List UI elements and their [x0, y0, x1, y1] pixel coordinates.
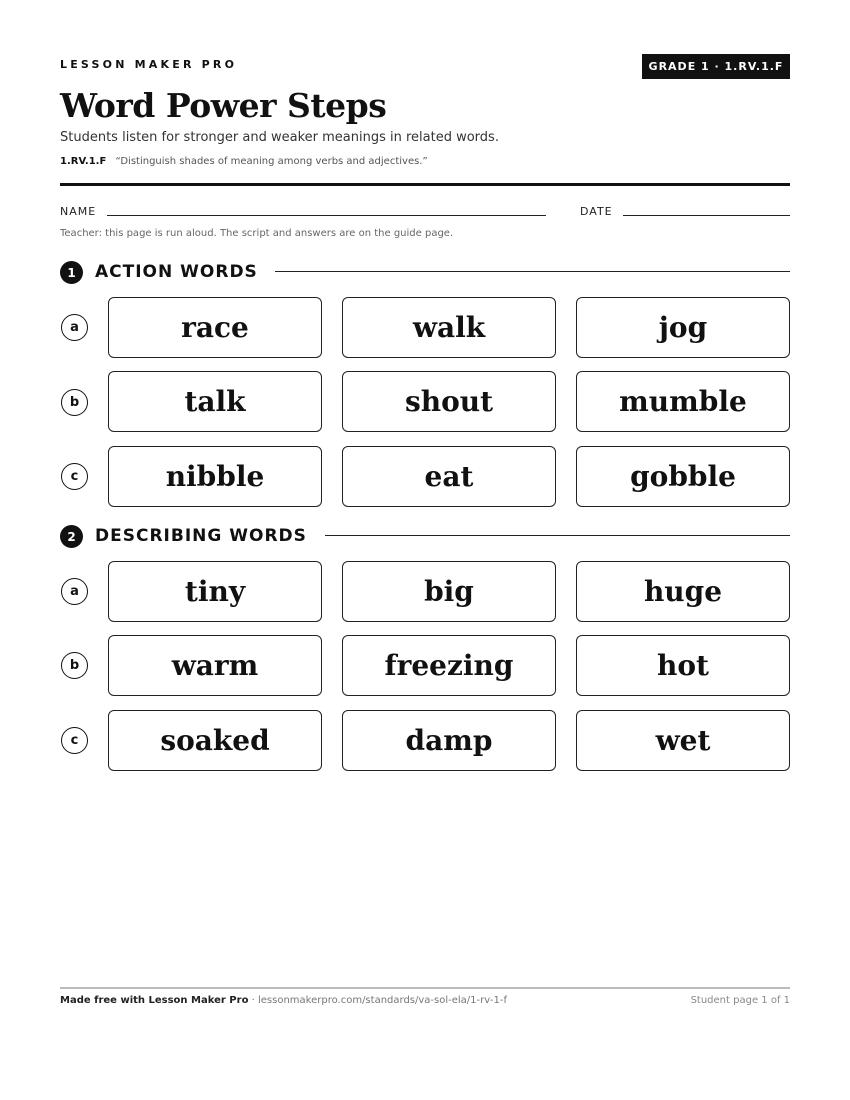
word-card[interactable]: huge: [576, 561, 790, 622]
word-card[interactable]: hot: [576, 635, 790, 696]
name-label: NAME: [60, 205, 97, 218]
footer-page-label: Student page 1 of 1: [690, 995, 790, 1006]
row-letter: a: [61, 578, 88, 605]
word-card[interactable]: wet: [576, 710, 790, 771]
word-card[interactable]: freezing: [342, 635, 556, 696]
section-title: DESCRIBING WORDS: [95, 523, 319, 549]
standard-code: 1.RV.1.F: [60, 156, 107, 167]
standard-text: “Distinguish shades of meaning among verbs and adjectives.”: [115, 156, 428, 167]
footer-made-with: Made free with Lesson Maker Pro: [60, 995, 249, 1006]
row-letter: b: [61, 389, 88, 416]
section-rule: [275, 271, 790, 272]
word-card[interactable]: mumble: [576, 371, 790, 432]
page-title: Word Power Steps: [60, 86, 387, 125]
grade-badge: GRADE 1 · 1.RV.1.F: [642, 54, 790, 79]
row-letter: a: [61, 314, 88, 341]
standard-line: [60, 156, 428, 167]
section-number: 1: [60, 261, 83, 284]
word-card[interactable]: tiny: [108, 561, 322, 622]
row-letter: c: [61, 463, 88, 490]
word-card[interactable]: shout: [342, 371, 556, 432]
word-card[interactable]: soaked: [108, 710, 322, 771]
word-card[interactable]: race: [108, 297, 322, 358]
brand-name: LESSON MAKER PRO: [60, 58, 238, 71]
footer-divider: [60, 987, 790, 989]
word-card[interactable]: walk: [342, 297, 556, 358]
word-card[interactable]: jog: [576, 297, 790, 358]
word-card[interactable]: nibble: [108, 446, 322, 507]
word-card[interactable]: damp: [342, 710, 556, 771]
section-describing-words: [60, 523, 790, 547]
row-letter: b: [61, 652, 88, 679]
footer-credit: [60, 995, 507, 1006]
section-rule: [325, 535, 790, 536]
word-card[interactable]: eat: [342, 446, 556, 507]
row-letter: c: [61, 727, 88, 754]
footer-url[interactable]: · lessonmakerpro.com/standards/va-sol-ela/1-rv-1-f: [248, 995, 507, 1006]
header-divider: [60, 183, 790, 186]
date-field[interactable]: [623, 215, 790, 216]
teacher-note: Teacher: this page is run aloud. The script and answers are on the guide page.: [60, 228, 454, 239]
name-field[interactable]: [107, 215, 546, 216]
page-subtitle: Students listen for stronger and weaker meanings in related words.: [60, 130, 499, 145]
section-number: 2: [60, 525, 83, 548]
word-card[interactable]: talk: [108, 371, 322, 432]
word-card[interactable]: big: [342, 561, 556, 622]
word-card[interactable]: warm: [108, 635, 322, 696]
section-title: ACTION WORDS: [95, 259, 270, 285]
date-label: DATE: [580, 205, 613, 218]
section-action-words: [60, 259, 790, 283]
word-card[interactable]: gobble: [576, 446, 790, 507]
